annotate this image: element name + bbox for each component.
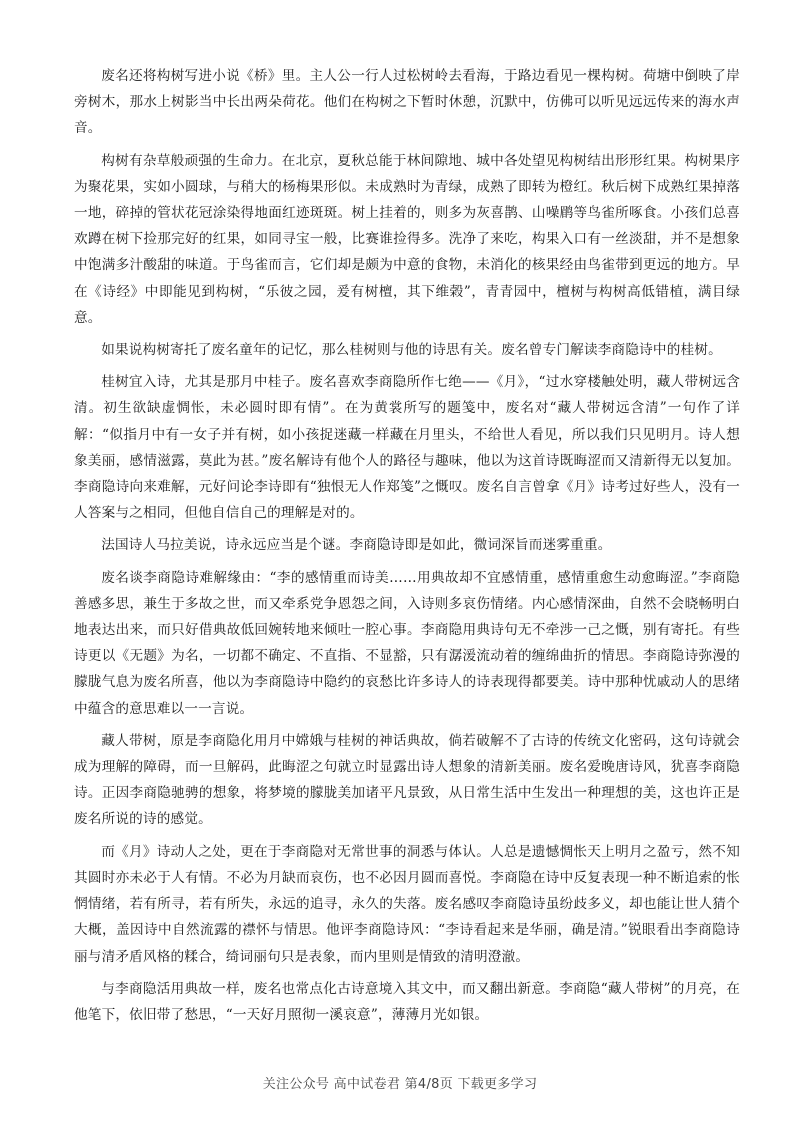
article-body [74,63,740,1034]
paragraph: 桂树宜入诗，尤其是那月中桂子。废名喜欢李商隐所作七绝——《月》，“过水穿楼触处明，藏人带树远含清。初生欲缺虚惆怅，未必圆时即有情”。在为黄裳所写的题笺中，废名对“藏人带树远含清”一句作了详解：“似指月中有一女子并有树，如小孩捉迷藏一样藏在月里头，不给世人看见，所以我们只见明月。诗人想象美丽，感情滋露，莫此为甚。”废名解诗有他个人的路径与趣味，他以为这首诗既晦涩而又清新得无以复加。李商隐诗向来难解，元好问论李诗即有“独恨无人作郑笺”之慨叹。废名自言曾拿《月》诗考过好些人，没有一人答案与之相同，但他自信自己的理解是对的。 [74,374,740,522]
page-footer: 关注公众号 高中试卷君 第4/8页 下载更多学习 [262,1077,538,1092]
paragraph: 如果说构树寄托了废名童年的记忆，那么桂树则与他的诗思有关。废名曾专门解读李商隐诗中的桂树。 [101,342,722,359]
paragraph: 而《月》诗动人之处，更在于李商隐对无常世事的洞悉与体认。人总是遗憾惆怅天上明月之盈亏，然不知其圆时亦未必于人有情。不必为月缺而哀伤，也不必因月圆而喜悦。李商隐在诗中反复表现一种不断追索的怅惘情绪，若有所寻，若有所失，永远的追寻，永久的失落。废名感叹李商隐诗虽纷歧多义，却也能让世人猜个大概，盖因诗中自然流露的襟怀与情思。他评李商隐诗风：“李诗看起来是华丽，确是清。”锐眼看出李商隐诗丽与清矛盾风格的糅合，绮词丽句只是表象，而内里则是情致的清明澄澈。 [74,843,740,965]
paragraph: 废名还将构树写进小说《桥》里。主人公一行人过松树岭去看海，于路边看见一棵构树。荷塘中倒映了岸旁树木，那水上树影当中长出两朵荷花。他们在构树之下暂时休憩，沉默中，仿佛可以听见远远传来的海水声音。 [74,68,740,137]
paragraph: 法国诗人马拉美说，诗永远应当是个谜。李商隐诗即是如此，微词深旨而迷雾重重。 [101,537,612,554]
paragraph: 藏人带树，原是李商隐化用月中嫦娥与桂树的神话典故，倘若破解不了古诗的传统文化密码，这句诗就会成为理解的障碍，而一旦解码，此晦涩之句就立时显露出诗人想象的清新美丽。废名爱晚唐诗风，犹喜李商隐诗。正因李商隐驰骋的想象，将梦境的朦胧美加诸平凡景致，从日常生活中生发出一种理想的美，这也许正是废名所说的诗的感觉。 [74,732,740,828]
paragraph: 与李商隐活用典故一样，废名也常点化古诗意境入其文中，而又翻出新意。李商隐“藏人带树”的月亮，在他笔下，依旧带了愁思，“一天好月照彻一溪哀意”，薄薄月光如银。 [74,980,740,1023]
paragraph: 废名谈李商隐诗难解缘由：“李的感情重而诗美……用典故却不宜感情重，感情重愈生动愈晦涩。”李商隐善感多思，兼生于多故之世，而又牵系党争恩怨之间，入诗则多哀伤情绪。内心感情深曲，自然不会晓畅明白地表达出来，而只好借典故低回婉转地来倾吐一腔心事。李商隐用典诗句无不牵涉一己之慨，别有寄托。有些诗更以《无题》为名，一切都不确定、不直指、不显豁，只有潺湲流动着的缠绵曲折的情思。李商隐诗弥漫的朦胧气息为废名所喜，他以为李商隐诗中隐约的哀愁比许多诗人的诗表现得都要美。诗中那种忧戚动人的思绪中蕴含的意思难以一一言说。 [74,569,740,717]
paragraph: 构树有杂草般顽强的生命力。在北京，夏秋总能于林间隙地、城中各处望见构树结出形形红果。构树果序为聚花果，实如小圆球，与稍大的杨梅果形似。未成熟时为青绿，成熟了即转为橙红。秋后树下成熟红果掉落一地，碎掉的管状花冠涂染得地面红迹斑斑。树上挂着的，则多为灰喜鹊、山噪鹛等鸟雀所啄食。小孩们总喜欢蹲在树下捡那完好的红果，如同寻宝一般，比赛谁捡得多。洗净了来吃，构果入口有一丝淡甜，并不是想象中饱满多汁酸甜的味道。于鸟雀而言，它们却是颇为中意的食物，未消化的核果经由鸟雀带到更远的地方。早在《诗经》中即能见到构树，“乐彼之园，爰有树檀，其下维榖”，青青园中，檀树与构树高低错植，满目绿意。 [74,152,740,326]
